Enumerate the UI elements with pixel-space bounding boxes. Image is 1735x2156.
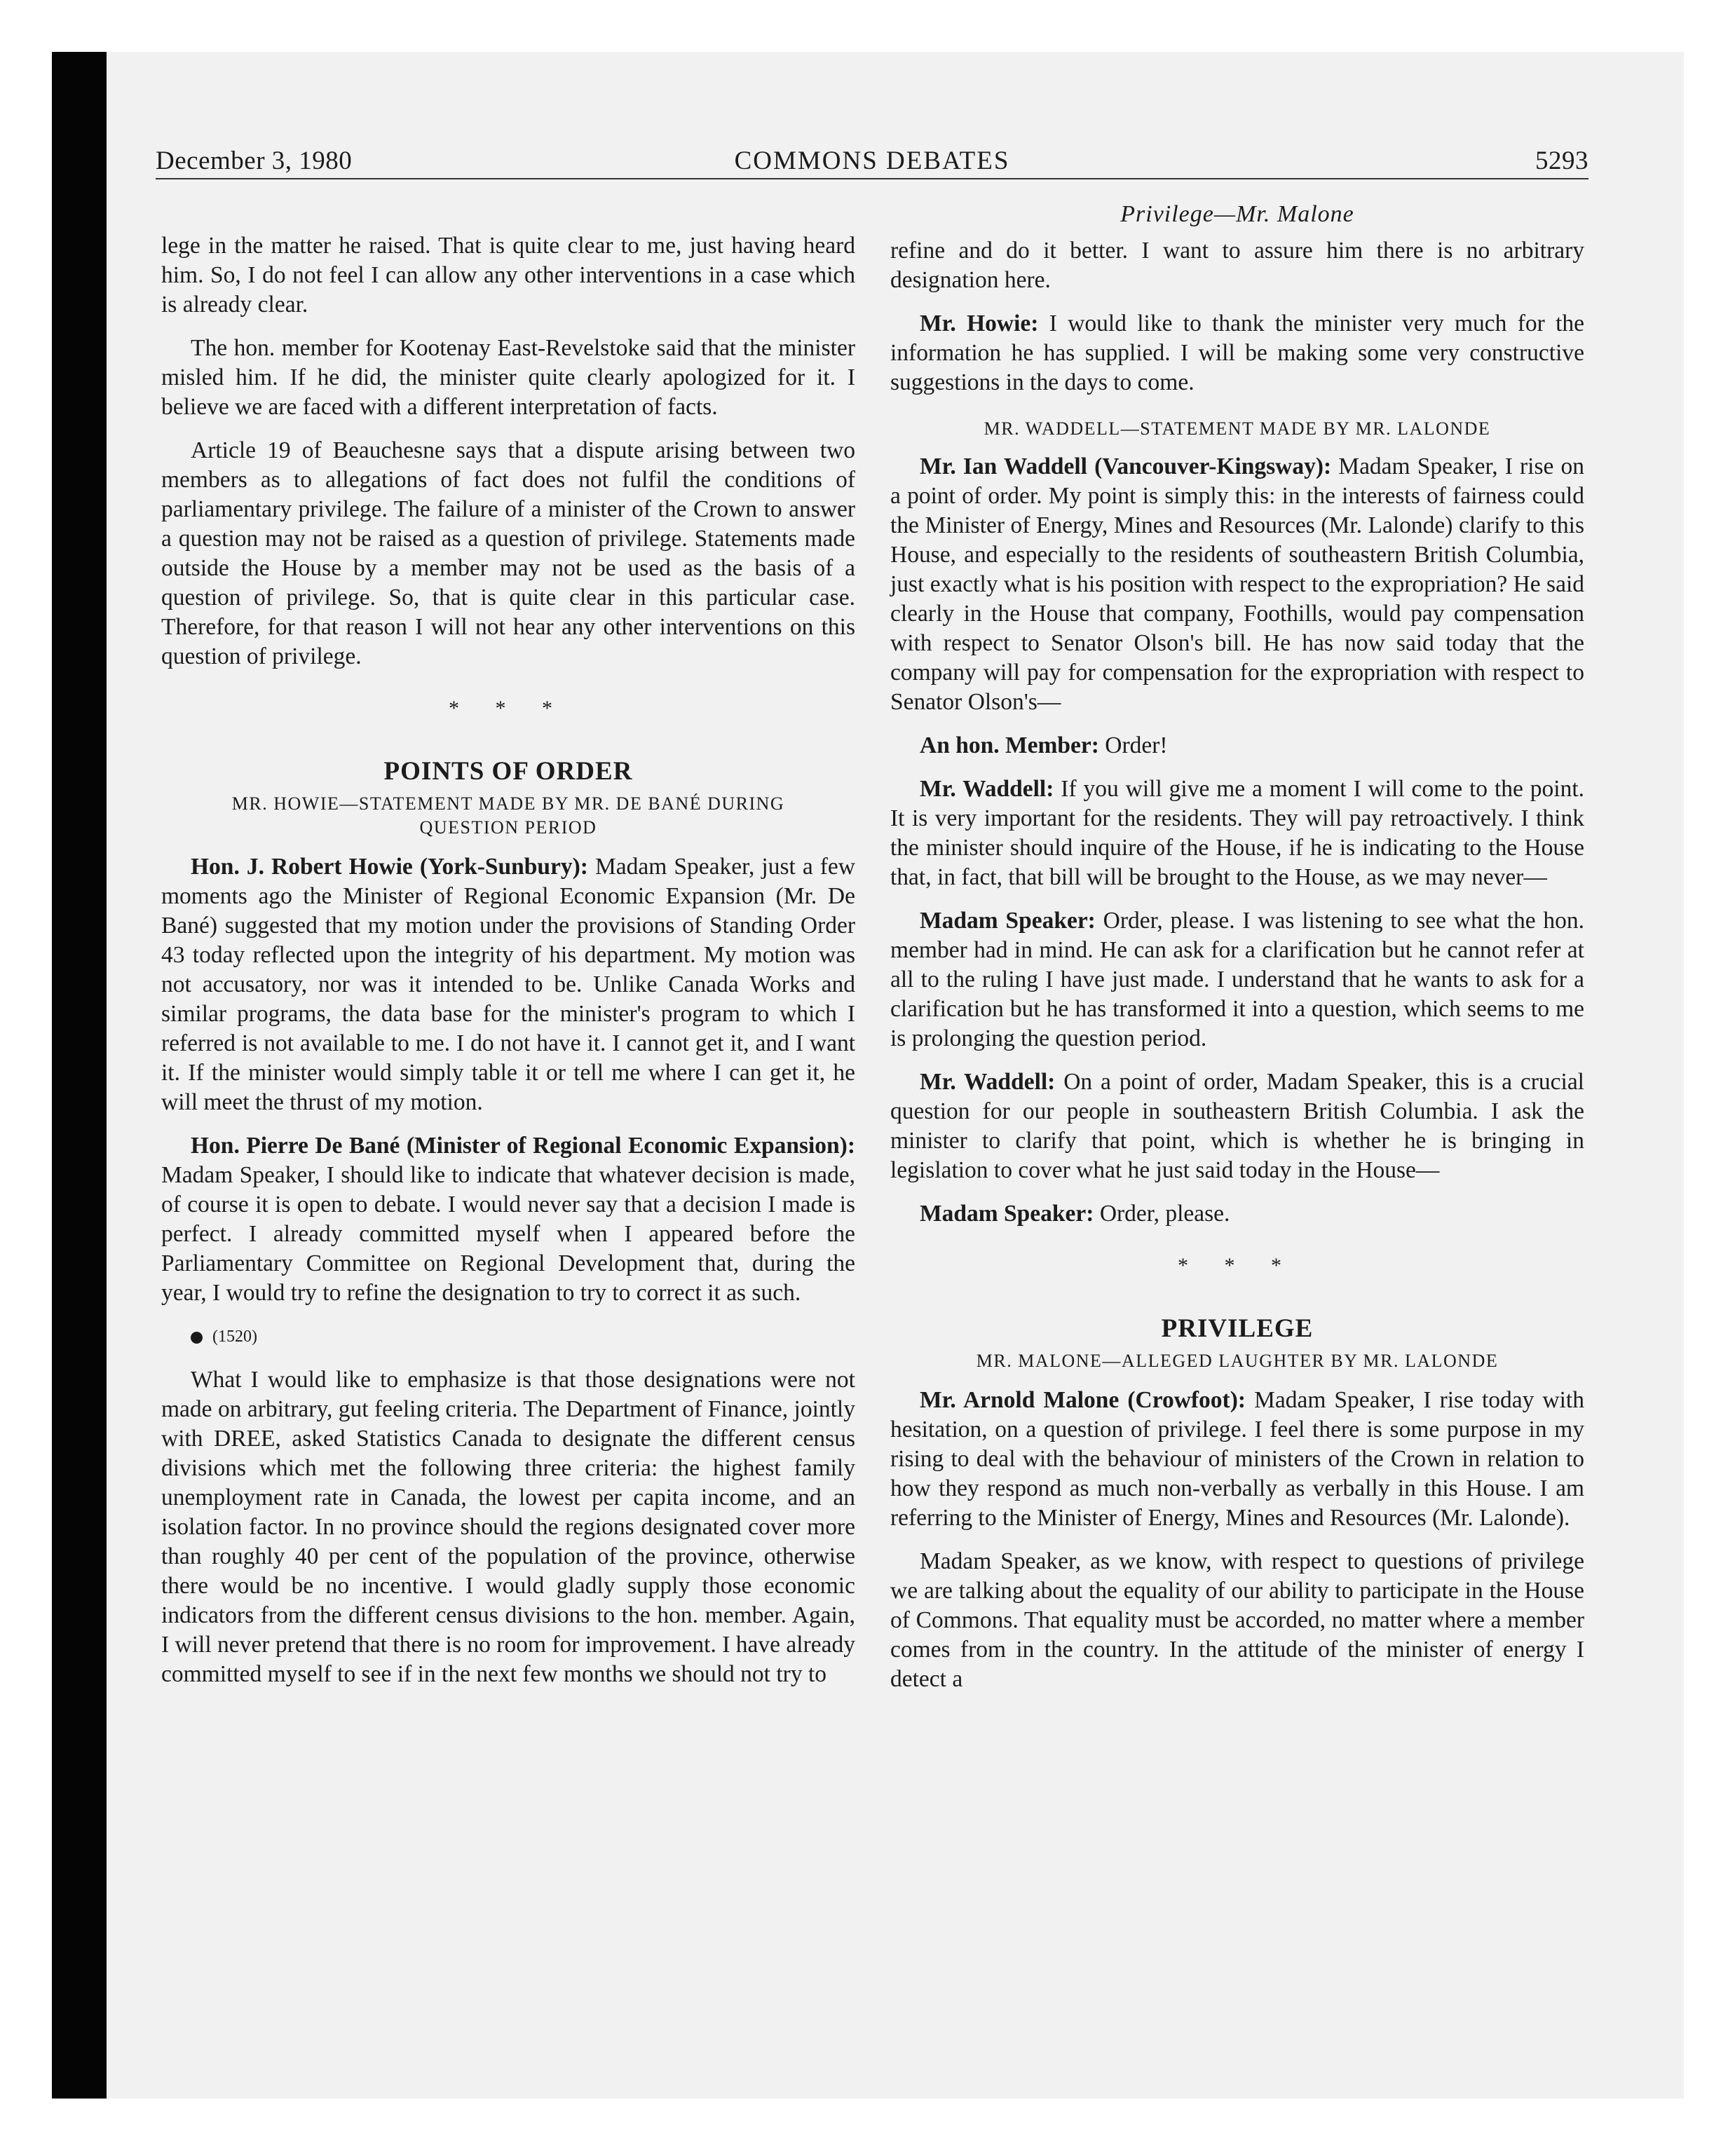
scan-edge-bar [52, 52, 107, 2099]
speech [161, 852, 855, 1117]
speech-text: Order, please. [1099, 1201, 1230, 1227]
paragraph: What I would like to emphasize is that those designations were not made on arbitrary, gut feeling criteria. The Department of Finance, jointly with DREE, asked Statistics Canada to designate the different census divisions which met the following three criteria: the highest family unemployment rate in Canada, the lowest per capita income, and an isolation factor. In no province should the regions designated cover more than roughly 40 per cent of the population of the province, otherwise there would be no incentive. I would gladly supply those economic indicators from the different census divisions to the hon. member. Again, I will never pretend that there is no room for improvement. I have already committed myself to see if in the next few months we should not try to [161, 1367, 855, 1687]
speaker-name: Hon. J. Robert Howie (York-Sunbury): [191, 854, 588, 880]
speaker-name: Mr. Waddell: [920, 1069, 1056, 1095]
speech-text: On a point of order, Madam Speaker, this is a crucial question for our people in southeastern British Columbia. I ask the minister to clarify that point, which is whether he is bringing in legislation to cover what he just said today in the House— [890, 1069, 1584, 1183]
speaker-name: An hon. Member: [920, 732, 1099, 758]
speaker-name: Mr. Arnold Malone (Crowfoot): [920, 1387, 1246, 1413]
speech [890, 309, 1584, 397]
section-divider: * * * [449, 697, 568, 720]
speech-text: Madam Speaker, I should like to indicate that whatever decision is made, of course it is open to debate. I would never say that a decision I made is perfect. I already committed myself when I appeared before the Parliamentary Committee on Regional Development that, during the year, I would try to refine the designation to try to correct it as such. [161, 1162, 855, 1306]
subheading: MR. WADDELL—STATEMENT MADE BY MR. LALONDE [984, 418, 1491, 439]
time-marker [161, 1322, 855, 1351]
paragraph: lege in the matter he raised. That is quite clear to me, just having heard him. So, I do not feel I can allow any other interventions in a case which is already clear. [161, 233, 855, 318]
speech [890, 906, 1584, 1053]
speech-text: Order, please. I was listening to see what the hon. member had in mind. He can ask for a clarification but he cannot refer at all to the ruling I have just made. I understand that he wants to ask for a clarification but he has transformed it into a question, which seems to me is prolonging the question period. [890, 908, 1585, 1051]
speech [890, 1386, 1584, 1533]
header-rule [156, 178, 1588, 179]
speech-text: If you will give me a moment I will come to the point. It is very important for the residents. They will pay retroactively. I think the minister should inquire of the House, if he is indicating to the House that, in fact, that bill will be brought to the House, as we may never— [890, 776, 1585, 890]
speaker-name: Hon. Pierre De Bané (Minister of Regional Economic Expansion): [191, 1133, 855, 1159]
speech-text: Order! [1105, 732, 1168, 758]
right-column [890, 200, 1584, 1708]
speech [890, 731, 1584, 760]
paragraph: Madam Speaker, as we know, with respect to questions of privilege we are talking about the equality of our ability to participate in the House of Commons. That equality must be accorded, no matter where a member comes from in the country. In the attitude of the minister of energy I detect a [890, 1548, 1584, 1692]
section-divider: * * * [1178, 1254, 1297, 1277]
speech-text: Madam Speaker, I rise today with hesitation, on a question of privilege. I feel there is some purpose in my rising to deal with the behaviour of ministers of the Crown in relation to how they respond as much non-verbally as verbally in this House. I am referring to the Minister of Energy, Mines and Resources (Mr. Lalonde). [890, 1387, 1584, 1531]
speaker-name: Mr. Ian Waddell (Vancouver-Kingsway): [920, 453, 1332, 479]
paragraph: Article 19 of Beauchesne says that a dispute arising between two members as to allegations of fact does not fulfil the conditions of parliamentary privilege. The failure of a minister of the Crown to answer a question may not be raised as a question of privilege. Statements made outside the House by a member may not be used as the basis of a question of privilege. So, that is quite clear in this particular case. Therefore, for that reason I will not hear any other interventions on this question of privilege. [161, 437, 855, 669]
header-date: December 3, 1980 [156, 146, 353, 175]
running-header [156, 146, 1588, 181]
paragraph: refine and do it better. I want to assure him there is no arbitrary designation here. [890, 238, 1584, 293]
speech [890, 775, 1584, 892]
header-page-number: 5293 [1535, 146, 1588, 175]
left-column [161, 231, 855, 1703]
speech-text: Madam Speaker, just a few moments ago the Minister of Regional Economic Expansion (Mr. De Bané) suggested that my motion under the provisions of Standing Order 43 today reflected upon the integrity of his department. My motion was not accusatory, nor was it intended to be. Unlike Canada Works and similar programs, the data base for the minister's program to which I referred is not available to me. I do not have it. I cannot get it, and I want it. If the minister would simply table it or tell me where I can get it, he will meet the thrust of my motion. [161, 854, 855, 1115]
speech [161, 1131, 855, 1308]
header-publication: COMMONS DEBATES [734, 146, 1010, 175]
paragraph: The hon. member for Kootenay East-Revelstoke said that the minister misled him. If he did, the minister quite clearly apologized for it. I believe we are faced with a different interpretation of facts. [161, 335, 855, 420]
speech [890, 1199, 1584, 1229]
speaker-name: Madam Speaker: [920, 1201, 1094, 1227]
time-marker-text: (1520) [212, 1328, 257, 1346]
running-subtitle: Privilege—Mr. Malone [1120, 201, 1354, 227]
speech-text: Madam Speaker, I rise on a point of order. My point is simply this: in the interests of fairness could the Minister of Energy, Mines and Resources (Mr. Lalonde) clarify to this House, and especially to the residents of southeastern British Columbia, just exactly what is his position with respect to the expropriation? He said clearly in the House that company, Foothills, would pay compensation with respect to Senator Olson's bill. He has now said today that the company will pay for compensation for the expropriation with respect to Senator Olson's— [890, 453, 1584, 715]
subheading: MR. MALONE—ALLEGED LAUGHTER BY MR. LALONDE [976, 1351, 1499, 1371]
bullet-icon [191, 1332, 203, 1344]
speech [890, 452, 1584, 717]
section-title-privilege: PRIVILEGE [1161, 1314, 1314, 1343]
speaker-name: Mr. Howie: [920, 311, 1039, 336]
speech [890, 1067, 1584, 1185]
speaker-name: Mr. Waddell: [920, 776, 1054, 802]
speech-text: I would like to thank the minister very much for the information he has supplied. I will be making some very constructive suggestions in the days to come. [890, 311, 1585, 395]
section-title-points-of-order: POINTS OF ORDER [383, 757, 633, 786]
speaker-name: Madam Speaker: [920, 908, 1096, 934]
subheading: MR. HOWIE—STATEMENT MADE BY MR. DE BANÉ DURING QUESTION PERIOD [231, 793, 785, 838]
